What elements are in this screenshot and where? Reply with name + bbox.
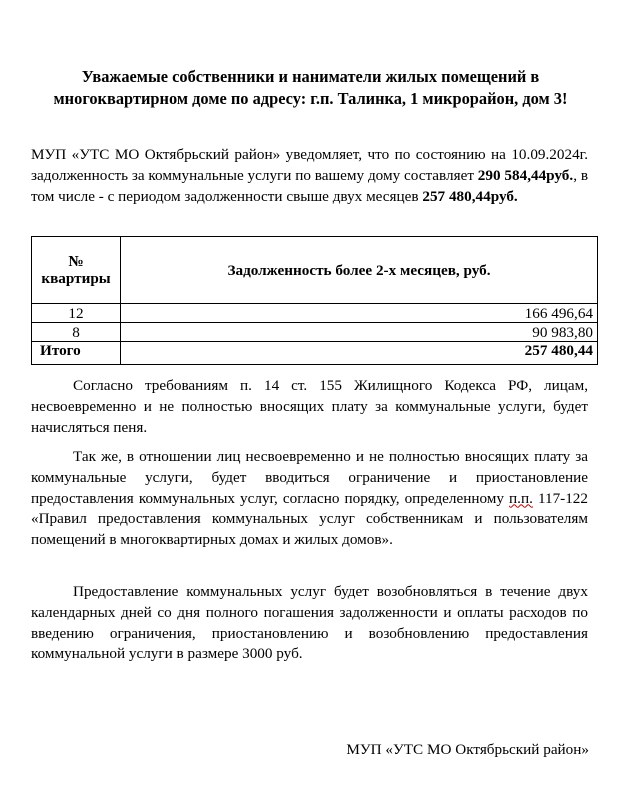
table-header-row [32,237,598,304]
debt-table [31,236,598,365]
header-apartment: № квартиры [32,237,121,304]
spellcheck-marked-text: п.п. [509,489,533,507]
overdue-debt: 257 480,44руб. [422,187,518,205]
intro-text-2: , в том числе - с периодом задолженности свыше двух месяцев [31,166,588,205]
resumption-paragraph: Предоставление коммунальных услуг будет возобновляться в течение двух календарных дней со дня полного погашения задолженности и оплаты расходов по введению ограничения, приостановлению и возобновлению предоставления коммунальной услуги в размере 3000 руб. [31,583,588,663]
table-row [32,304,598,323]
debt-amount: 166 496,64 [121,304,598,323]
restriction-paragraph [31,447,588,551]
table-row [32,323,598,342]
intro-paragraph [31,145,588,207]
total-value: 257 480,44 [121,342,598,365]
debt-amount: 90 983,80 [121,323,598,342]
restriction-text-2: 117-122 «Правил предоставления коммунальных услуг собственникам и пользователям помещений в многоквартирных домах и жилых домов». [31,489,588,549]
table-total-row [32,342,598,365]
penalty-paragraph: Согласно требованиям п. 14 ст. 155 Жилищного Кодекса РФ, лицам, несвоевременно и не полностью вносящих плату за коммунальные услуги, будет начисляться пеня. [31,377,588,436]
restriction-text-1: Так же, в отношении лиц несвоевременно и не полностью вносящих плату за коммунальные услуги, будет вводиться ограничение и приостановление предоставления коммунальных услуг, согласно порядку, определенному [31,448,588,507]
apartment-number: 8 [32,323,121,342]
header-debt: Задолженность более 2-х месяцев, руб. [121,237,598,304]
apartment-number: 12 [32,304,121,323]
signature: МУП «УТС МО Октябрьский район» [346,741,589,758]
notice-title: Уважаемые собственники и наниматели жилых помещений в многоквартирном доме по адресу: г.п. Талинка, 1 микрорайон, дом 3! [53,67,568,108]
total-label: Итого [32,342,121,365]
intro-text-1: МУП «УТС МО Октябрьский район» уведомляет, что по состоянию на 10.09.2024г. задолженность за коммунальные услуги по вашему дому составляет [31,146,588,184]
total-debt: 290 584,44руб. [477,166,574,184]
